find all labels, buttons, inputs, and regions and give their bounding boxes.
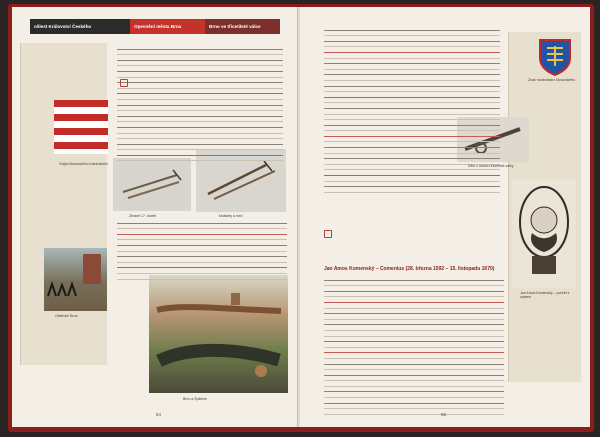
moravian-flag [54,100,108,154]
battle-illustration [44,248,107,311]
portrait-photo [512,180,576,288]
portrait-illustration [512,180,576,288]
komensky-heading: Jan Amos Komenský – Comenius (28. března 1592 – 15. listopadu 1670) [324,266,495,272]
swords-photo [113,158,191,211]
komensky-text [324,275,504,415]
left-lower-text [117,218,287,280]
cannon-caption: Dělo z období třicetileté války [468,164,514,168]
city-illustration [149,275,288,393]
coat-of-arms [538,38,572,76]
header-section-left: Opevnění města Brna [130,19,205,34]
battle-scene-photo [44,248,107,311]
left-column-text [117,44,283,161]
swords-caption: Zbraně 17. století [129,214,157,218]
city-view-photo [149,275,288,393]
left-page [12,7,299,427]
right-page-number: 85 [441,412,447,417]
note-icon [120,79,128,87]
battle-caption: Obléhání Brna [55,314,78,318]
sword-icon [113,158,191,211]
coat-caption: Znak markrabství Moravského [528,78,576,82]
portrait-caption: Jan Amos Komenský – portrét s opisem [520,291,570,300]
city-caption: Brno a Špilberk [183,397,207,401]
note-icon [324,230,332,238]
page-header-left [30,19,280,34]
muskets-caption: Muškety a meč [219,214,243,218]
book-spread [8,4,594,432]
header-section-right: Brno ve třicetileté válce [205,19,280,34]
flag-caption: Vlajka Moravského markrabství [59,162,108,166]
right-page [300,7,590,427]
header-chapter: ošlest Království Českého [30,19,130,34]
left-page-number: 84 [156,412,162,417]
